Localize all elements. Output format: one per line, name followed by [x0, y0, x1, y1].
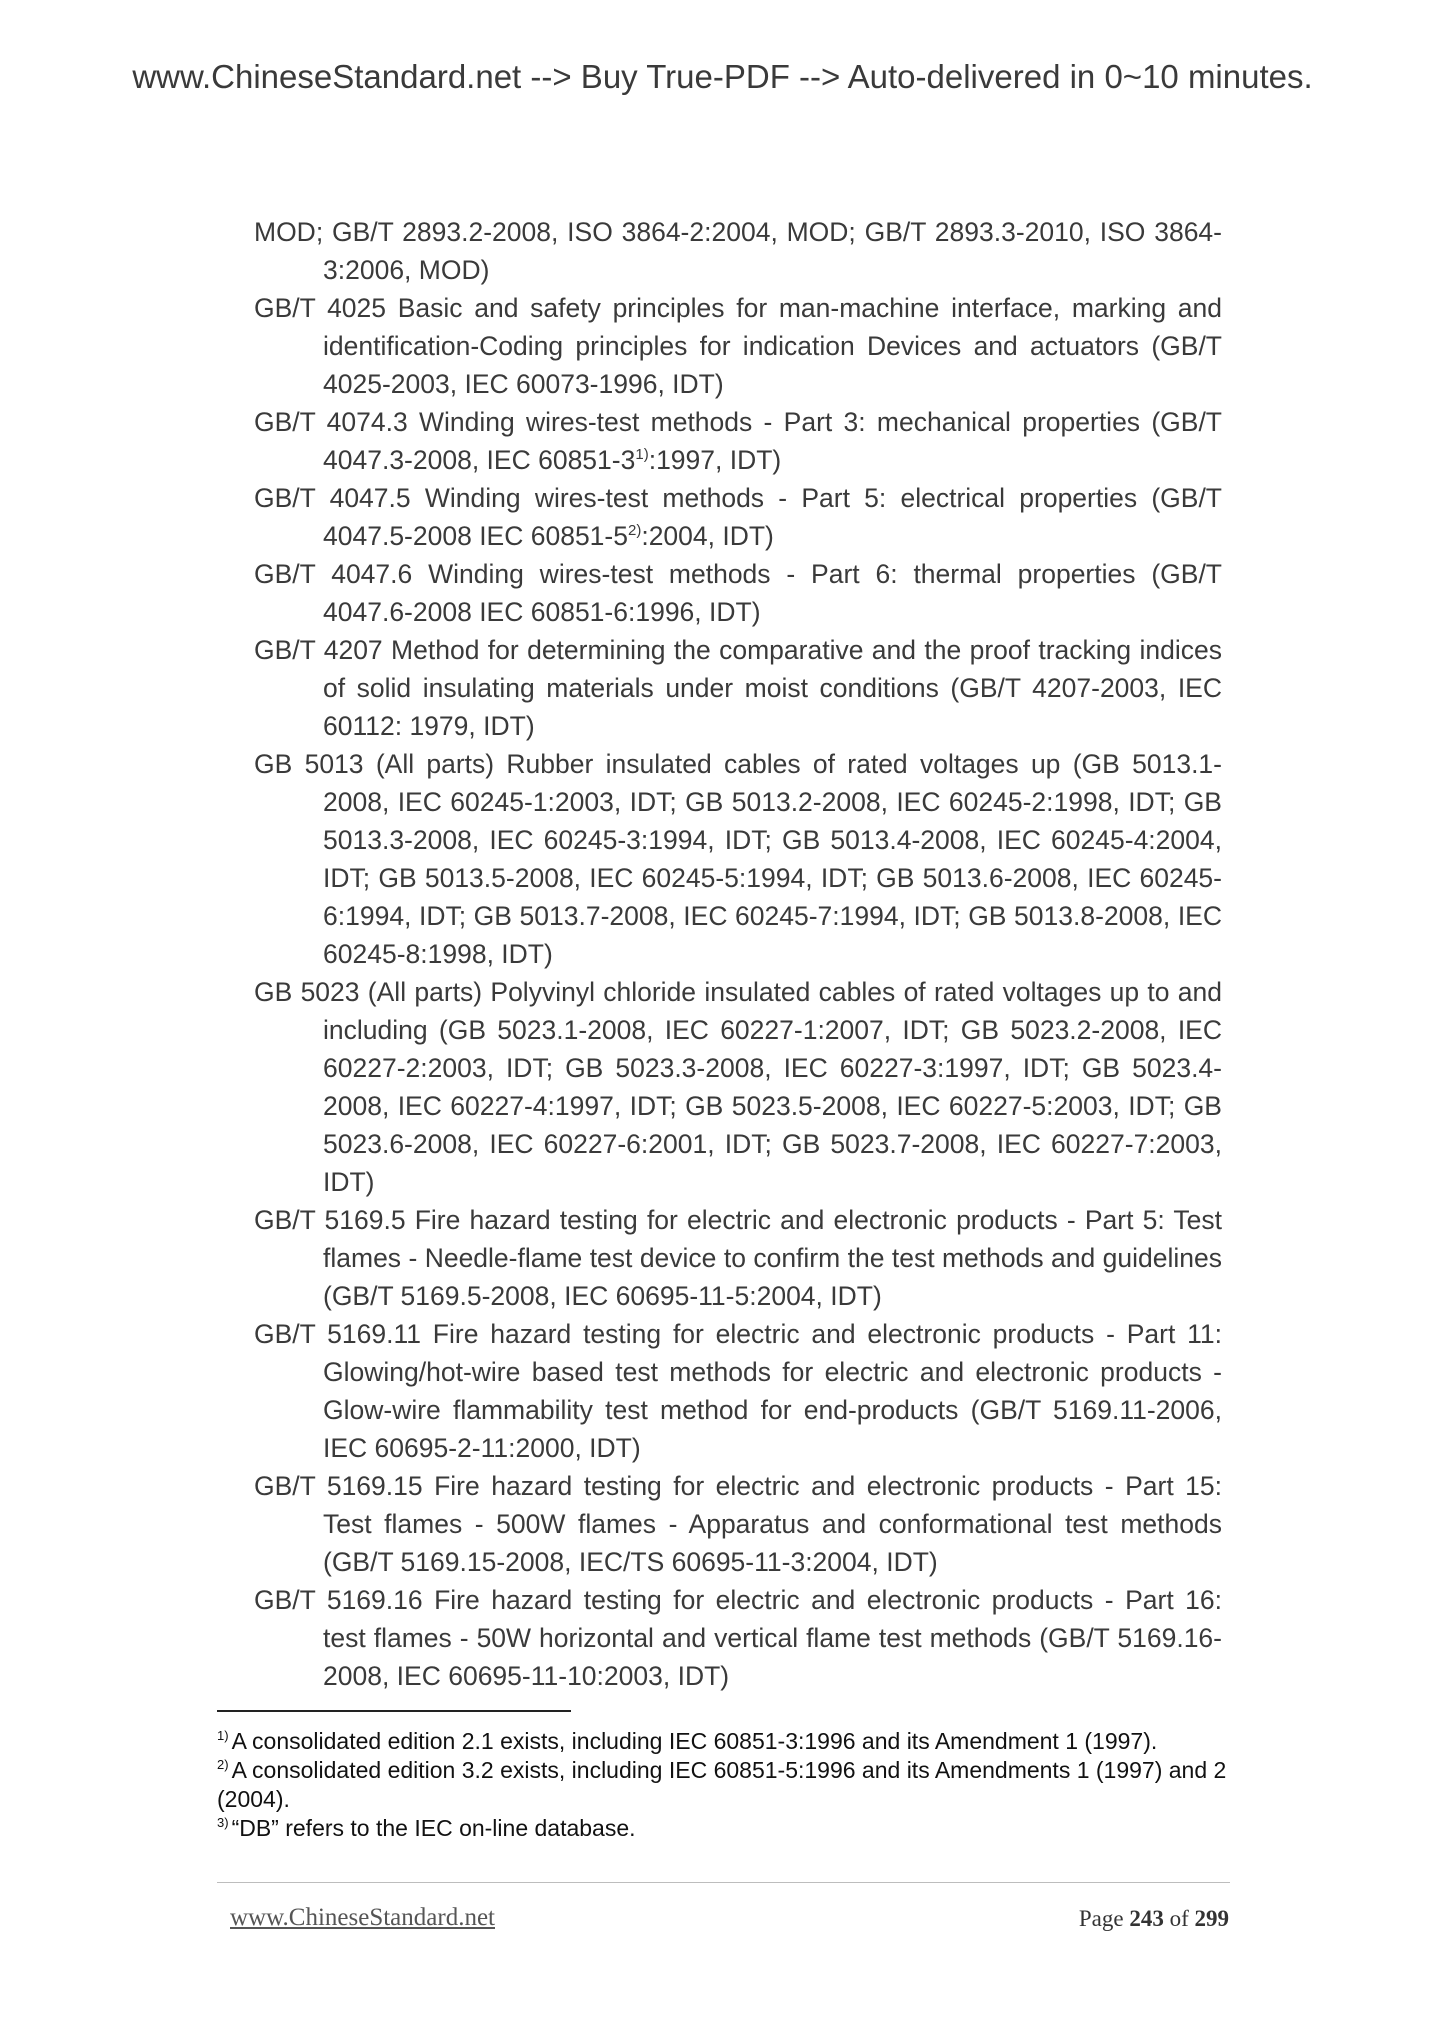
footnote — [217, 1814, 1227, 1843]
footnotes — [217, 1727, 1227, 1843]
reference-entry: GB 5013 (All parts) Rubber insulated cables of rated voltages up (GB 5013.1-2008, IEC 60245-1:2003, IDT; GB 5013.2-2008, IEC 60245-2:1998, IDT; GB 5013.3-2008, IEC 60245-3:1994, IDT; GB 5013.4-2008, IEC 60245-4:2004, IDT; GB 5013.5-2008, IEC 60245-5:1994, IDT; GB 5013.6-2008, IEC 60245-6:1994, IDT; GB 5013.7-2008, IEC 60245-7:1994, IDT; GB 5013.8-2008, IEC 60245-8:1998, IDT) — [254, 749, 1222, 969]
reference-entry: MOD; GB/T 2893.2-2008, ISO 3864-2:2004, MOD; GB/T 2893.3-2010, ISO 3864-3:2006, MOD) — [254, 217, 1222, 285]
page-of: of — [1169, 1906, 1189, 1931]
reference-text: GB/T 4047.5 Winding wires-test methods - Part 5: electrical properties (GB/T 4047.5-2008 IEC 60851-5 — [254, 483, 1222, 551]
reference-text: :2004, IDT) — [641, 521, 774, 551]
footer-divider — [217, 1882, 1230, 1883]
page-number — [1079, 1906, 1229, 1932]
page-current: 243 — [1129, 1906, 1164, 1931]
footnote-mark: 3) — [217, 1815, 229, 1830]
footnote-mark: 1) — [217, 1728, 229, 1743]
reference-entry — [254, 403, 1222, 479]
footnote-text: A consolidated edition 2.1 exists, including IEC 60851-3:1996 and its Amendment 1 (1997). — [231, 1728, 1158, 1754]
reference-entry: GB/T 5169.16 Fire hazard testing for electric and electronic products - Part 16: test flames - 50W horizontal and vertical flame test methods (GB/T 5169.16-2008, IEC 60695-11-10:2003, IDT) — [254, 1585, 1222, 1691]
footnote — [217, 1756, 1227, 1814]
footnote-text: “DB” refers to the IEC on-line database. — [231, 1815, 636, 1841]
reference-entry: GB/T 4207 Method for determining the comparative and the proof tracking indices of solid insulating materials under moist conditions (GB/T 4207-2003, IEC 60112: 1979, IDT) — [254, 635, 1222, 741]
reference-entry: GB/T 5169.15 Fire hazard testing for electric and electronic products - Part 15: Test flames - 500W flames - Apparatus and conformational test methods (GB/T 5169.15-2008, IEC/TS 60695-11-3:2004, IDT) — [254, 1471, 1222, 1577]
page-label: Page — [1078, 1906, 1124, 1931]
reference-entry: GB/T 5169.11 Fire hazard testing for electric and electronic products - Part 11: Glowing/hot-wire based test methods for electric and electronic products - Glow-wire flammability test method for end-products (GB/T 5169.11-2006, IEC 60695-2-11:2000, IDT) — [254, 1319, 1222, 1463]
footer-site-link[interactable]: www.ChineseStandard.net — [230, 1904, 495, 1931]
footnote-marker: 1) — [635, 446, 649, 463]
reference-text: GB/T 4074.3 Winding wires-test methods - Part 3: mechanical properties (GB/T 4047.3-2008, IEC 60851-3 — [254, 407, 1222, 475]
footnote-mark: 2) — [217, 1757, 229, 1772]
reference-entry: GB/T 4047.6 Winding wires-test methods - Part 6: thermal properties (GB/T 4047.6-2008 IEC 60851-6:1996, IDT) — [254, 559, 1222, 627]
reference-entry — [254, 479, 1222, 555]
normative-references-list — [254, 213, 1222, 1695]
reference-entry: GB/T 5169.5 Fire hazard testing for electric and electronic products - Part 5: Test flames - Needle-flame test device to confirm the test methods and guidelines (GB/T 5169.5-2008, IEC 60695-11-5:2004, IDT) — [254, 1205, 1222, 1311]
reference-entry: GB 5023 (All parts) Polyvinyl chloride insulated cables of rated voltages up to and including (GB 5023.1-2008, IEC 60227-1:2007, IDT; GB 5023.2-2008, IEC 60227-2:2003, IDT; GB 5023.3-2008, IEC 60227-3:1997, IDT; GB 5023.4-2008, IEC 60227-4:1997, IDT; GB 5023.5-2008, IEC 60227-5:2003, IDT; GB 5023.6-2008, IEC 60227-6:2001, IDT; GB 5023.7-2008, IEC 60227-7:2003, IDT) — [254, 977, 1222, 1197]
footnote-marker: 2) — [627, 522, 642, 539]
header-banner: www.ChineseStandard.net --> Buy True-PDF --> Auto-delivered in 0~10 minutes. — [132, 58, 1313, 95]
reference-entry: GB/T 4025 Basic and safety principles for man-machine interface, marking and identification-Coding principles for indication Devices and actuators (GB/T 4025-2003, IEC 60073-1996, IDT) — [254, 293, 1222, 399]
footnote-separator — [217, 1710, 571, 1712]
reference-text: :1997, IDT) — [648, 445, 782, 475]
footnote — [217, 1727, 1227, 1756]
footnote-text: A consolidated edition 3.2 exists, including IEC 60851-5:1996 and its Amendments 1 (1997) and 2 (2004). — [217, 1757, 1227, 1812]
page-total: 299 — [1194, 1906, 1229, 1931]
